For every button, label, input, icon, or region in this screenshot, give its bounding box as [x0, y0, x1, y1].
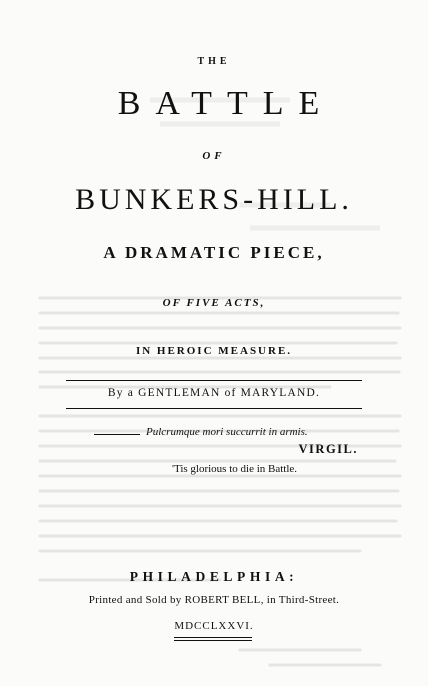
title-the: THE [197, 56, 231, 67]
subtitle-five-acts: OF FIVE ACTS, [162, 297, 266, 309]
imprint-year: MDCCLXXVI. [174, 620, 254, 632]
epigraph-motto: Pulcrumque mori succurrit in armis. [146, 426, 308, 438]
title-of: OF [202, 150, 226, 162]
epigraph-translation: 'Tis glorious to die in Battle. [172, 463, 298, 475]
imprint-printer: Printed and Sold by ROBERT BELL, in Third-Street. [88, 594, 340, 606]
title-battle: BATTLE [117, 85, 335, 122]
rule-below-author [66, 408, 362, 409]
subtitle-heroic-measure: IN HEROIC MEASURE. [135, 345, 293, 357]
motto-dash [94, 434, 140, 435]
subtitle-dramatic-piece: A DRAMATIC PIECE, [103, 243, 325, 262]
epigraph-source: VIRGIL. [298, 442, 358, 456]
rule-above-author [66, 380, 362, 381]
title-bunkers-hill: BUNKERS-HILL. [75, 183, 353, 216]
author-line: By a GENTLEMAN of MARYLAND. [107, 387, 321, 399]
year-rule-double [174, 640, 252, 641]
imprint-city: PHILADELPHIA: [129, 569, 299, 584]
year-rule [174, 637, 252, 638]
